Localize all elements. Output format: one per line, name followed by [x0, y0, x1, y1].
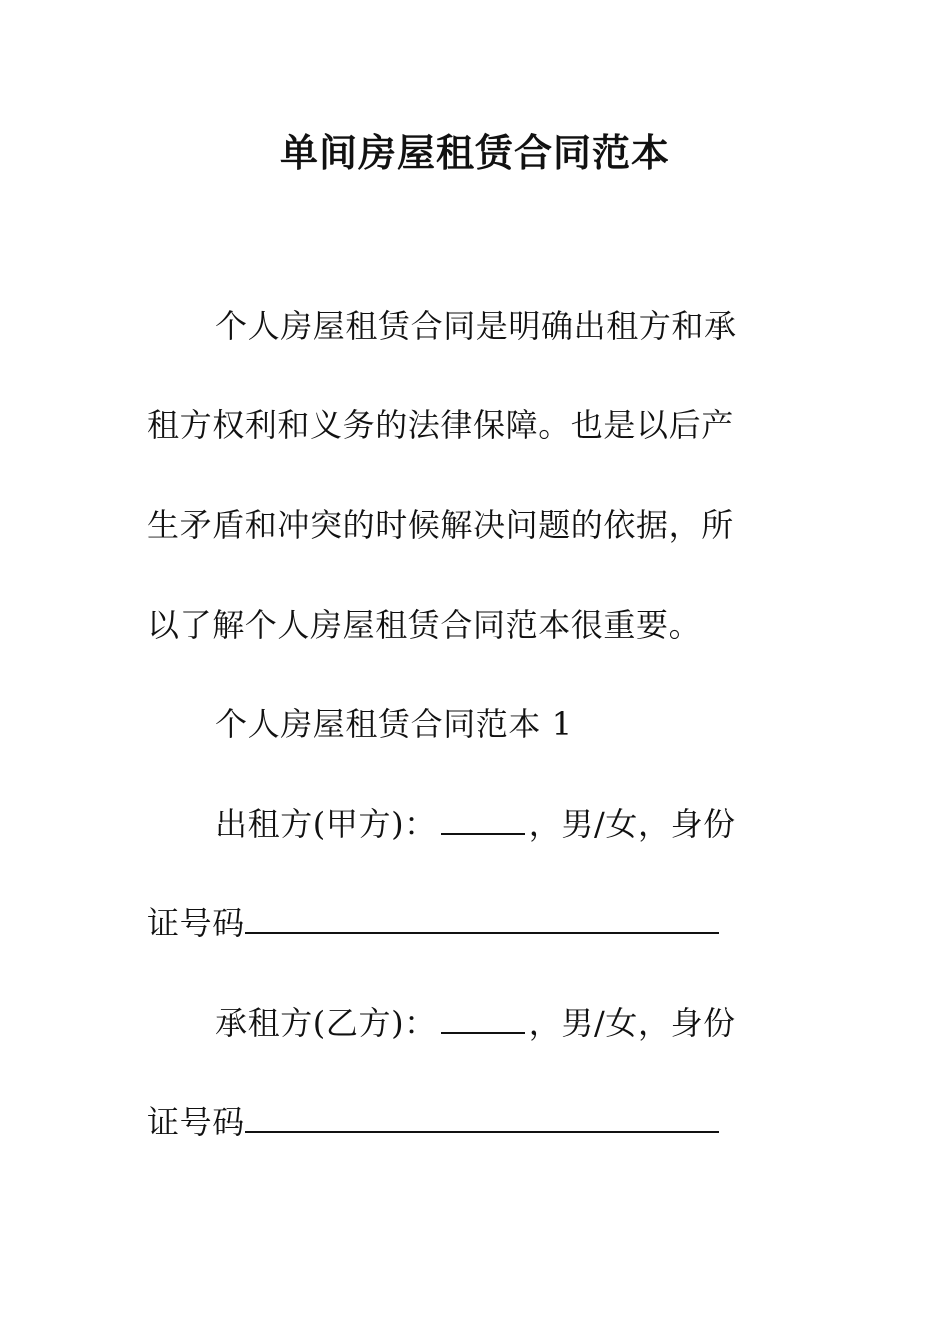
sample-heading: 个人房屋租赁合同范本 1 [215, 705, 573, 743]
party-a-name-blank [441, 803, 525, 835]
party-b-id-blank [245, 1101, 719, 1133]
party-a-line [215, 802, 736, 846]
party-b-line [215, 1001, 736, 1045]
party-b-id-line [147, 1100, 719, 1144]
document-title: 单间房屋租赁合同范本 [279, 130, 670, 175]
party-a-id-label: 证号码 [147, 904, 245, 942]
party-a-id-line [147, 901, 719, 945]
intro-line-3: 生矛盾和冲突的时候解决问题的依据，所 [147, 506, 734, 544]
party-b-name-blank [441, 1002, 525, 1034]
intro-line-1: 个人房屋租赁合同是明确出租方和承 [215, 307, 737, 345]
party-a-label: 出租方(甲方)： [215, 805, 437, 843]
party-b-suffix: ，男/女，身份 [528, 1004, 736, 1042]
intro-line-4: 以了解个人房屋租赁合同范本很重要。 [147, 606, 702, 644]
intro-line-2: 租方权利和义务的法律保障。也是以后产 [147, 406, 734, 444]
party-b-id-label: 证号码 [147, 1103, 245, 1141]
party-b-label: 承租方(乙方)： [215, 1004, 437, 1042]
party-a-suffix: ，男/女，身份 [528, 805, 736, 843]
party-a-id-blank [245, 902, 719, 934]
